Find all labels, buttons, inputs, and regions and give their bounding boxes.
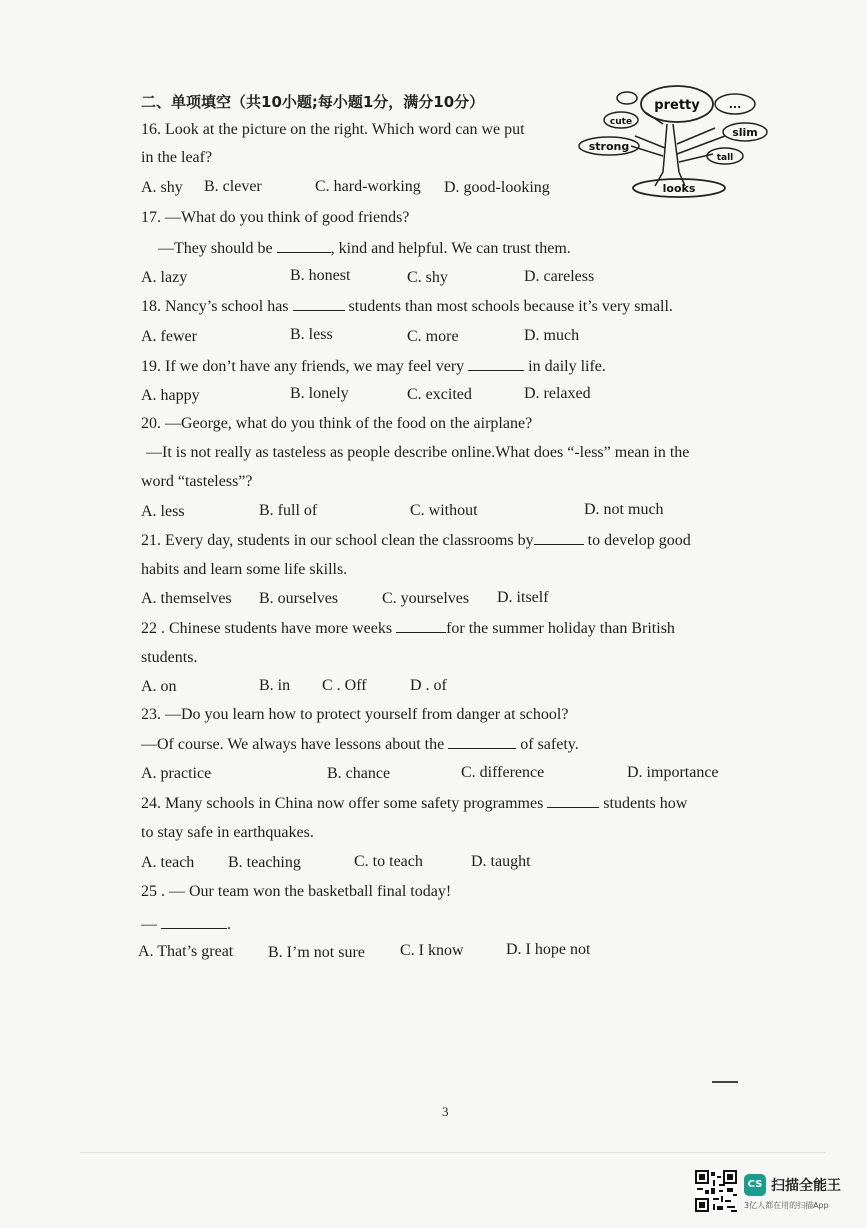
question-22-line-2: students. (141, 649, 198, 666)
option: C. to teach (354, 853, 423, 870)
option: D. not much (584, 501, 664, 518)
option: D. taught (471, 853, 531, 870)
scanner-tagline: 3亿人都在用的扫描App (744, 1201, 829, 1210)
question-25-line-2: — . (141, 916, 231, 933)
option: D. relaxed (524, 385, 591, 402)
option: A. practice (141, 765, 212, 782)
footer-rule (80, 1152, 825, 1153)
mindmap-word-strong: strong (588, 140, 630, 153)
question-20-line-1: 20. —George, what do you think of the food on the airplane? (141, 415, 533, 432)
option: C. difference (461, 764, 545, 781)
option: B. lonely (290, 385, 349, 402)
answer-blank (534, 530, 584, 545)
option: B. teaching (228, 854, 301, 871)
scanner-app-name: 扫描全能王 (771, 1178, 841, 1194)
option: B. I’m not sure (268, 944, 365, 961)
answer-blank (547, 793, 599, 808)
option: A. teach (141, 854, 195, 871)
footer-dash (712, 1081, 738, 1083)
question-18-line-1: 18. Nancy’s school has students than most schools because it’s very small. (141, 298, 673, 315)
option: D . of (410, 677, 447, 694)
option: C. more (407, 328, 459, 345)
option: D. much (524, 327, 580, 344)
question-24-line-2: to stay safe in earthquakes. (141, 824, 314, 841)
option: C . Off (322, 677, 367, 694)
mindmap-word-slim: slim (732, 126, 758, 139)
option: D. I hope not (506, 941, 591, 958)
option: A. happy (141, 387, 200, 404)
question-25-line-1: 25 . — Our team won the basketball final today! (141, 883, 452, 900)
option: C. excited (407, 386, 472, 403)
question-16-line-2: in the leaf? (141, 149, 213, 166)
option: A. less (141, 503, 185, 520)
option: B. in (259, 677, 291, 694)
question-16-line-1: 16. Look at the picture on the right. Which word can we put (141, 121, 525, 138)
scanner-logo: CS (744, 1174, 766, 1196)
mindmap-picture (575, 84, 775, 202)
option: B. full of (259, 502, 318, 519)
mindmap-word-tall: tall (716, 153, 734, 163)
option: C. yourselves (382, 590, 470, 607)
mindmap-word-more: ... (728, 98, 742, 111)
question-20-line-3: word “tasteless”? (141, 473, 253, 490)
section-title: 二、单项填空（共10小题;每小题1分，满分10分） (141, 93, 485, 111)
question-24-line-1: 24. Many schools in China now offer some safety programmes students how (141, 795, 688, 812)
option: A. That’s great (138, 943, 234, 960)
answer-blank (396, 618, 446, 633)
option: A. themselves (141, 590, 232, 607)
option: D. good-looking (444, 179, 550, 196)
option: B. ourselves (259, 590, 339, 607)
option: D. careless (524, 268, 595, 285)
mindmap-root-word: looks (662, 182, 696, 195)
question-22-line-1: 22 . Chinese students have more weeks for the summer holiday than British (141, 620, 675, 637)
question-23-line-1: 23. —Do you learn how to protect yourself from danger at school? (141, 706, 569, 723)
question-17-line-2: —They should be , kind and helpful. We can trust them. (158, 240, 571, 257)
option: D. itself (497, 589, 549, 606)
question-20-line-2: —It is not really as tasteless as people describe online.What does “-less” mean in the (146, 444, 690, 461)
page-number: 3 (442, 1104, 449, 1119)
answer-blank (293, 296, 345, 311)
option: A. fewer (141, 328, 197, 345)
option: A. lazy (141, 269, 188, 286)
question-17-line-1: 17. —What do you think of good friends? (141, 209, 410, 226)
option: B. less (290, 326, 333, 343)
question-23-line-2: —Of course. We always have lessons about the of safety. (141, 736, 579, 753)
option: A. on (141, 678, 177, 695)
answer-blank (161, 914, 227, 929)
mindmap-center-word: pretty (654, 98, 700, 113)
question-21-line-1: 21. Every day, students in our school clean the classrooms by to develop good (141, 532, 691, 549)
question-21-line-2: habits and learn some life skills. (141, 561, 348, 578)
answer-blank (277, 238, 331, 253)
option: C. I know (400, 942, 464, 959)
qr-code-icon (695, 1170, 737, 1212)
option: C. shy (407, 269, 448, 286)
option: B. clever (204, 178, 262, 195)
option: B. honest (290, 267, 351, 284)
answer-blank (448, 734, 516, 749)
option: C. hard-working (315, 178, 421, 195)
option: D. importance (627, 764, 719, 781)
option: A. shy (141, 179, 183, 196)
question-19-line-1: 19. If we don’t have any friends, we may feel very in daily life. (141, 358, 606, 375)
option: C. without (410, 502, 478, 519)
mindmap-word-cute: cute (609, 117, 633, 127)
answer-blank (468, 356, 524, 371)
option: B. chance (327, 765, 391, 782)
